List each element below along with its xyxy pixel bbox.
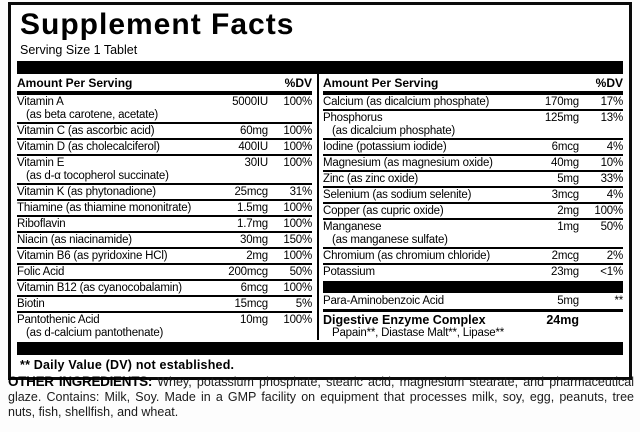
nutrient-name: Chromium (as chromium chloride): [323, 250, 490, 262]
nutrient-name: Manganese: [323, 221, 382, 233]
nutrient-row-line: [17, 233, 312, 247]
nutrient-row: [17, 311, 312, 340]
nutrient-amount: 2mcg: [551, 250, 579, 262]
nutrient-amount: 200mcg: [228, 266, 268, 278]
nutrient-dv: 100%: [283, 125, 312, 137]
serving-size: Serving Size 1 Tablet: [20, 43, 138, 57]
nutrient-row: [17, 95, 312, 122]
nutrient-columns: [17, 74, 623, 340]
nutrient-name: Selenium (as sodium selenite): [323, 189, 472, 201]
nutrient-name: Phosphorus: [323, 112, 383, 124]
nutrient-name: Calcium (as dicalcium phosphate): [323, 96, 490, 108]
nutrient-dv: 100%: [283, 202, 312, 214]
nutrient-row-line: [323, 172, 623, 186]
nutrient-amount: 2mg: [246, 250, 268, 262]
nutrient-row: [17, 279, 312, 295]
nutrient-row: [323, 202, 623, 218]
daily-value-footnote: ** Daily Value (DV) not established.: [20, 358, 235, 372]
nutrient-row-line: [323, 294, 623, 308]
nutrient-dv: **: [614, 295, 623, 307]
nutrient-name: Biotin: [17, 298, 45, 310]
dv-label: %DV: [595, 76, 623, 90]
nutrient-name: Vitamin E: [17, 157, 65, 169]
other-ingredients-label: OTHER INGREDIENTS:: [8, 374, 153, 389]
nutrient-subtext: (as beta carotene, acetate): [26, 109, 159, 121]
nutrient-row-line: [17, 217, 312, 231]
dv-label: %DV: [284, 76, 312, 90]
nutrient-amount: 1.5mg: [237, 202, 268, 214]
nutrient-row-line: [17, 185, 312, 199]
nutrient-subtext: (as d-α tocopherol succinate): [26, 170, 169, 182]
nutrient-row-line: [323, 265, 623, 279]
nutrient-name: Iodine (potassium iodide): [323, 141, 447, 153]
nutrient-row: [323, 263, 623, 279]
nutrient-name: Magnesium (as magnesium oxide): [323, 157, 493, 169]
nutrient-subtext: (as dicalcium phosphate): [332, 125, 456, 137]
other-ingredients-text: Whey, potassium phosphate, stearic acid, magnesium stearate, and pharmaceutical glaze. Contains: Milk, Soy. Made in a GMP facility on equipment that processes milk, soy, egg, peanuts, tree nuts, fish, shellfish, and wheat.: [8, 375, 634, 419]
nutrient-row: [323, 138, 623, 154]
nutrient-amount: 5mg: [557, 295, 579, 307]
nutrient-dv: 13%: [600, 112, 623, 124]
nutrient-name: Copper (as cupric oxide): [323, 205, 444, 217]
nutrient-row-line: [323, 188, 623, 202]
nutrient-row-line: [323, 156, 623, 170]
nutrient-row-line: [323, 313, 623, 327]
nutrient-row-line: [17, 95, 312, 109]
nutrient-dv: 50%: [289, 266, 312, 278]
nutrient-dv: 100%: [594, 205, 623, 217]
nutrient-amount: 24mg: [546, 313, 579, 327]
nutrient-name: Digestive Enzyme Complex: [323, 313, 486, 327]
nutrient-dv: 2%: [606, 250, 623, 262]
nutrient-row-line: [323, 220, 623, 234]
nutrient-row-line: [323, 111, 623, 125]
nutrient-amount: 5000IU: [232, 96, 268, 108]
nutrient-row: [323, 95, 623, 109]
other-ingredients: [8, 374, 634, 420]
left-column: [17, 74, 312, 340]
panel-title: Supplement Facts: [20, 8, 295, 41]
nutrient-subtext: Papain**, Diastase Malt**, Lipase**: [332, 327, 504, 339]
nutrient-dv: 100%: [283, 157, 312, 169]
nutrient-row: [17, 263, 312, 279]
nutrient-name: Zinc (as zinc oxide): [323, 173, 419, 185]
nutrient-amount: 30IU: [244, 157, 268, 169]
nutrient-subtext: (as d-calcium pantothenate): [26, 327, 164, 339]
nutrient-name: Vitamin B6 (as pyridoxine HCl): [17, 250, 168, 262]
nutrient-name: Pantothenic Acid: [17, 314, 100, 326]
nutrient-row: [17, 122, 312, 138]
nutrient-row-line: [17, 156, 312, 170]
nutrient-row-line: [323, 140, 623, 154]
right-column-header: [323, 74, 623, 95]
nutrient-row: [17, 154, 312, 183]
nutrient-amount: 6mcg: [551, 141, 579, 153]
nutrient-row: [323, 186, 623, 202]
footer-separator-bar: [17, 342, 623, 355]
amount-per-serving-label: Amount Per Serving: [323, 76, 439, 90]
nutrient-row: [323, 218, 623, 247]
nutrient-row: [17, 247, 312, 263]
nutrient-name: Vitamin C (as ascorbic acid): [17, 125, 155, 137]
nutrient-dv: 100%: [283, 96, 312, 108]
nutrient-name: Potassium: [323, 266, 375, 278]
nutrient-dv: 4%: [606, 141, 623, 153]
section-separator-bar: [323, 281, 623, 293]
nutrient-row-line: [17, 281, 312, 295]
nutrient-row-line: [17, 201, 312, 215]
nutrient-row: [17, 215, 312, 231]
nutrient-row-line: [323, 204, 623, 218]
amount-per-serving-label: Amount Per Serving: [17, 76, 133, 90]
nutrient-dv: 100%: [283, 282, 312, 294]
nutrient-amount: 170mg: [544, 96, 579, 108]
nutrient-row: [17, 295, 312, 311]
right-column-rows: [323, 95, 623, 340]
nutrient-amount: 15mcg: [234, 298, 268, 310]
right-column: [323, 74, 623, 340]
nutrient-name: Niacin (as niacinamide): [17, 234, 132, 246]
nutrient-dv: 100%: [283, 141, 312, 153]
nutrient-dv: 31%: [289, 186, 312, 198]
nutrient-name: Para-Aminobenzoic Acid: [323, 295, 444, 307]
nutrient-row: [323, 109, 623, 138]
nutrient-row-line: [17, 313, 312, 327]
nutrient-name: Vitamin B12 (as cyanocobalamin): [17, 282, 182, 294]
nutrient-subtext: (as manganese sulfate): [332, 234, 448, 246]
nutrient-dv: 17%: [600, 96, 623, 108]
nutrient-row-line: [17, 249, 312, 263]
left-column-header: [17, 74, 312, 95]
nutrient-dv: 4%: [606, 189, 623, 201]
nutrient-dv: 100%: [283, 218, 312, 230]
column-divider: [317, 74, 319, 340]
nutrient-amount: 125mg: [544, 112, 579, 124]
left-column-rows: [17, 95, 312, 340]
nutrient-amount: 60mg: [240, 125, 268, 137]
nutrient-dv: 150%: [283, 234, 312, 246]
nutrient-dv: 50%: [600, 221, 623, 233]
nutrient-amount: 400IU: [238, 141, 268, 153]
nutrient-dv: 100%: [283, 314, 312, 326]
nutrient-row: [323, 247, 623, 263]
nutrient-amount: 3mcg: [551, 189, 579, 201]
nutrient-row-line: [323, 249, 623, 263]
nutrient-amount: 30mg: [240, 234, 268, 246]
nutrient-name: Thiamine (as thiamine mononitrate): [17, 202, 192, 214]
nutrient-row-line: [17, 297, 312, 311]
nutrient-row-line: [17, 140, 312, 154]
nutrient-row: [17, 183, 312, 199]
nutrient-name: Vitamin K (as phytonadione): [17, 186, 156, 198]
nutrient-row: [323, 294, 623, 312]
nutrient-name: Vitamin A: [17, 96, 64, 108]
nutrient-row-line: [17, 124, 312, 138]
header-separator-bar: [17, 61, 623, 74]
nutrient-amount: 25mcg: [234, 186, 268, 198]
nutrient-row: [323, 312, 623, 340]
nutrient-dv: <1%: [600, 266, 623, 278]
nutrient-amount: 10mg: [240, 314, 268, 326]
nutrient-dv: 10%: [600, 157, 623, 169]
nutrient-dv: 100%: [283, 250, 312, 262]
nutrient-amount: 40mg: [551, 157, 579, 169]
nutrient-row: [17, 199, 312, 215]
nutrient-name: Vitamin D (as cholecalciferol): [17, 141, 160, 153]
nutrient-amount: 2mg: [557, 205, 579, 217]
nutrient-row: [17, 231, 312, 247]
nutrient-amount: 5mg: [557, 173, 579, 185]
nutrient-row: [323, 154, 623, 170]
nutrient-amount: 23mg: [551, 266, 579, 278]
nutrient-name: Riboflavin: [17, 218, 66, 230]
nutrient-row: [17, 138, 312, 154]
nutrient-dv: 33%: [600, 173, 623, 185]
nutrient-amount: 1mg: [557, 221, 579, 233]
supplement-facts-panel: [8, 2, 632, 380]
nutrient-name: Folic Acid: [17, 266, 65, 278]
nutrient-row-line: [323, 95, 623, 109]
nutrient-dv: 5%: [295, 298, 312, 310]
nutrient-amount: 1.7mg: [237, 218, 268, 230]
nutrient-row-line: [17, 265, 312, 279]
nutrient-row: [323, 170, 623, 186]
nutrient-amount: 6mcg: [240, 282, 268, 294]
